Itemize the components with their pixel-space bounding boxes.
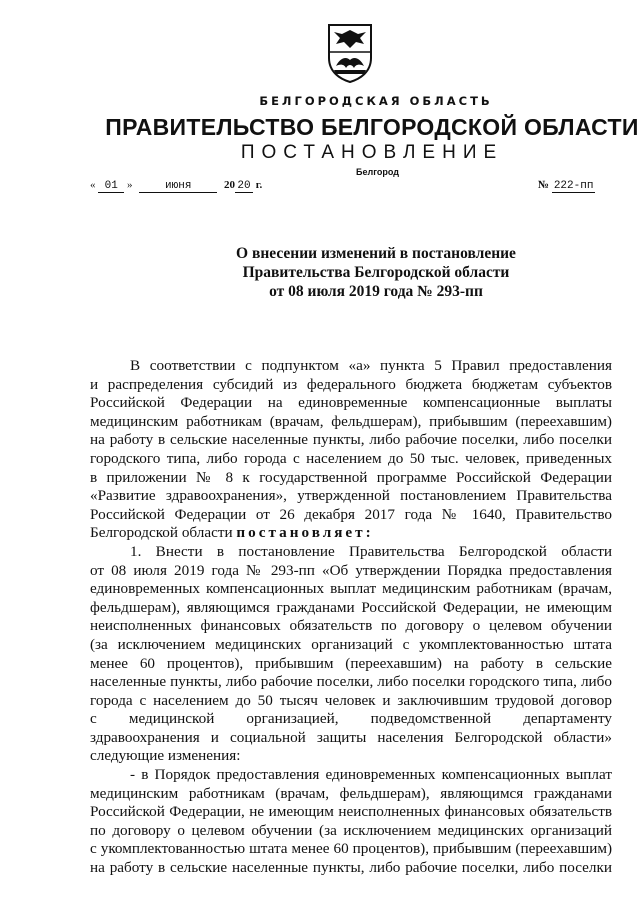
belgorod-coat-of-arms-icon [326, 22, 374, 84]
body-line: с медицинской организацией, подведомственной департаменту [90, 710, 612, 728]
government-name: ПРАВИТЕЛЬСТВО БЕЛГОРОДСКОЙ ОБЛАСТИ [105, 114, 639, 140]
body-line: Российской Федерации от 26 декабря 2017 года № 1640, Правительство [90, 505, 612, 523]
body-line: по договору о целевом обучении (за исключением медицинских организаций [90, 821, 612, 839]
body-line: Российской Федерации, не имеющим неисполненных финансовых обязательств [90, 803, 612, 821]
document-number [538, 179, 595, 193]
body-line: от 08 июля 2019 года № 293-пп «Об утверждении Порядка предоставления [90, 561, 612, 579]
region-name: БЕЛГОРОДСКАЯ ОБЛАСТЬ [259, 94, 493, 108]
body-line: медицинским работникам (врачам, фельдшерам), прибывшим (переехавшим) [90, 412, 612, 430]
body-line: здравоохранения и социальной защиты населения Белгородской области» [90, 728, 612, 746]
document-type: ПОСТАНОВЛЕНИЕ [240, 142, 504, 163]
number-value: 222-пп [553, 180, 594, 192]
city-name: Белгород [356, 167, 399, 177]
body-line: городского типа, либо города с населением до 50 тыс. человек, приведенных [90, 449, 612, 467]
body-line-resolution [90, 524, 612, 543]
date-close-quote: » [127, 179, 133, 191]
body-line: - в Порядок предоставления единовременных компенсационных выплат [130, 766, 612, 784]
date-open-quote: « [90, 179, 96, 191]
document-title [56, 244, 640, 301]
resolution-prefix: Белгородской области [90, 524, 237, 542]
body-line: Российской Федерации на единовременные компенсационные выплаты [90, 394, 612, 412]
body-line: «Развитие здравоохранения», утвержденной постановлением Правительства [90, 487, 612, 505]
body-line: населенные пункты, либо рабочие поселки, либо поселки городского типа, либо [90, 673, 612, 691]
date-day: 01 [98, 180, 124, 193]
document-date [90, 179, 262, 193]
date-year-mark: г. [255, 179, 263, 191]
date-year-prefix: 20 [224, 179, 235, 191]
body-line: медицинским работникам (врачам, фельдшерам), являющимся гражданами [90, 784, 612, 802]
number-label: № [538, 179, 550, 191]
body-line: единовременных компенсационных выплат медицинским работникам (врачам, [90, 580, 612, 598]
body-line: и распределения субсидий из федерального бюджета бюджетам субъектов [90, 375, 612, 393]
body-line: (за исключением медицинских организаций с укомплектованностью штата [90, 635, 612, 653]
body-line: на работу в сельские населенные пункты, либо рабочие поселки, либо поселки [90, 431, 612, 449]
title-line: О внесении изменений в постановление [236, 245, 516, 262]
body-line: неисполненных финансовых обязательств по договору о целевом обучении [90, 617, 612, 635]
document-body [90, 357, 612, 878]
body-line: В соответствии с подпунктом «а» пункта 5 Правил предоставления [130, 357, 612, 374]
body-line: с укомплектованностью штата менее 60 процентов), прибывшим (переехавшим) [90, 840, 612, 858]
body-line: в приложении № 8 к государственной программе Российской Федерации [90, 468, 612, 486]
date-month: июня [139, 180, 217, 193]
title-line: Правительства Белгородской области [242, 264, 510, 281]
body-line: следующие изменения: [90, 747, 241, 765]
body-line: фельдшерам), являющимся гражданами Российской Федерации, не имеющим [90, 598, 612, 616]
date-year-suffix: 20 [235, 180, 253, 193]
resolution-word: постановляет: [236, 524, 374, 542]
body-line: 1. Внести в постановление Правительства Белгородской области [130, 542, 612, 560]
body-line: города с населением до 50 тысяч человек и заключившим трудовой договор [90, 691, 612, 709]
body-line: на работу в сельские населенные пункты, либо рабочие поселки, либо поселки [90, 859, 612, 877]
body-line: менее 60 процентов), прибывшим (переехавшим) на работу в сельские [90, 654, 612, 672]
title-line: от 08 июля 2019 года № 293-пп [269, 283, 483, 300]
